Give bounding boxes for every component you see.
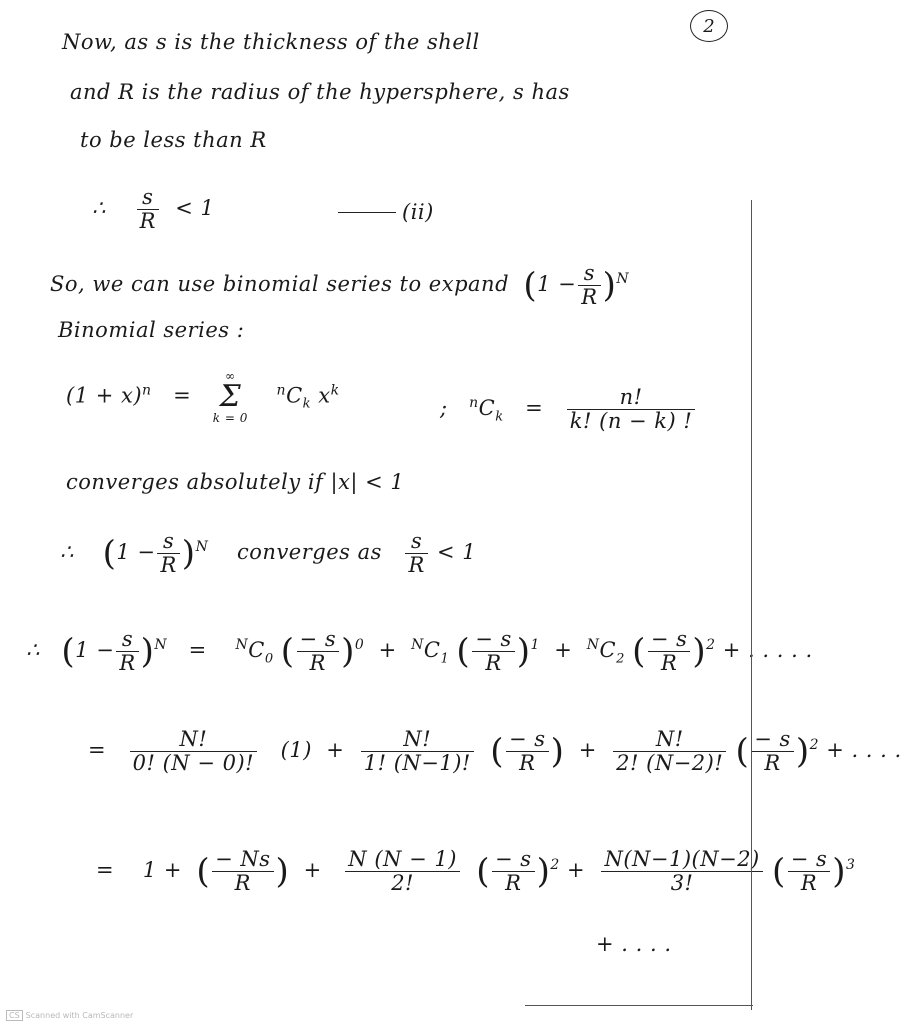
fraction-s-r: $\frac{s}{R}$ xyxy=(137,186,159,233)
binomial-series-heading: Binomial series : xyxy=(58,318,245,342)
expansion-line-1: ∴ (1 − $\frac{s}{R}$ )$^N$ = $^NC_0$ ( $\frac{- s}{R}$ )$^0 + ^NC_1$ ( $\frac{- s}{R}$ )$^1 + ^NC_2$ ( $\frac{- s}{R}$ )$^2$ + . . . . . xyxy=(26,627,813,676)
scanner-watermark: CS Scanned with CamScanner xyxy=(6,1010,133,1021)
expansion-continuation: + . . . . xyxy=(596,932,672,956)
inequality-s-over-r: ∴ $\frac{s}{R}$ < 1 xyxy=(92,185,215,234)
summation-symbol: ∞ Σ k = 0 xyxy=(212,369,248,425)
equation-tag-rule xyxy=(338,212,396,213)
text-line-2: and R is the radius of the hypersphere, s has xyxy=(70,80,570,104)
binomial-formula: $(1 + x)^n$ = ∞ Σ k = 0 $^nC_k$ $x^k$ xyxy=(66,369,340,425)
page-number: 2 xyxy=(690,10,728,42)
convergence-condition: converges absolutely if |x| < 1 xyxy=(66,470,405,494)
text-line-3: to be less than R xyxy=(80,128,267,152)
text-line-5: So, we can use binomial series to expand (1 − $\frac{s}{R}$ )$^N$ xyxy=(50,261,630,310)
text-line-1: Now, as s is the thickness of the shell xyxy=(62,30,480,54)
page-edge-bottom xyxy=(525,1005,753,1006)
expansion-line-3: = 1 + ( $\frac{- Ns}{R}$ ) + $\frac{N (N - 1)}{2!}$ ( $\frac{- s}{R}$ )$^2$ + $\frac{N(N-1)(N-2)}{3!}$ ( $\frac{- s}{R}$ )$^3$ xyxy=(96,847,856,896)
combination-definition: ; $^nC_k$ = $\frac{n!}{k! (n - k) !}$ xyxy=(440,386,697,433)
expansion-line-2: = $\frac{N!}{0! (N - 0)!}$ (1) + $\frac{N!}{1! (N-1)!}$ ( $\frac{- s}{R}$ ) + $\frac{N!}{2! (N-2)!}$ ( $\frac{- s}{R}$ )$^2$ + . . . . xyxy=(88,727,902,776)
equation-tag: (ii) xyxy=(402,200,434,224)
convergence-conclusion: ∴ (1 − $\frac{s}{R}$ )$^N$ converges as $\frac{s}{R}$ < 1 xyxy=(60,529,477,578)
page-edge-right xyxy=(751,200,752,1010)
